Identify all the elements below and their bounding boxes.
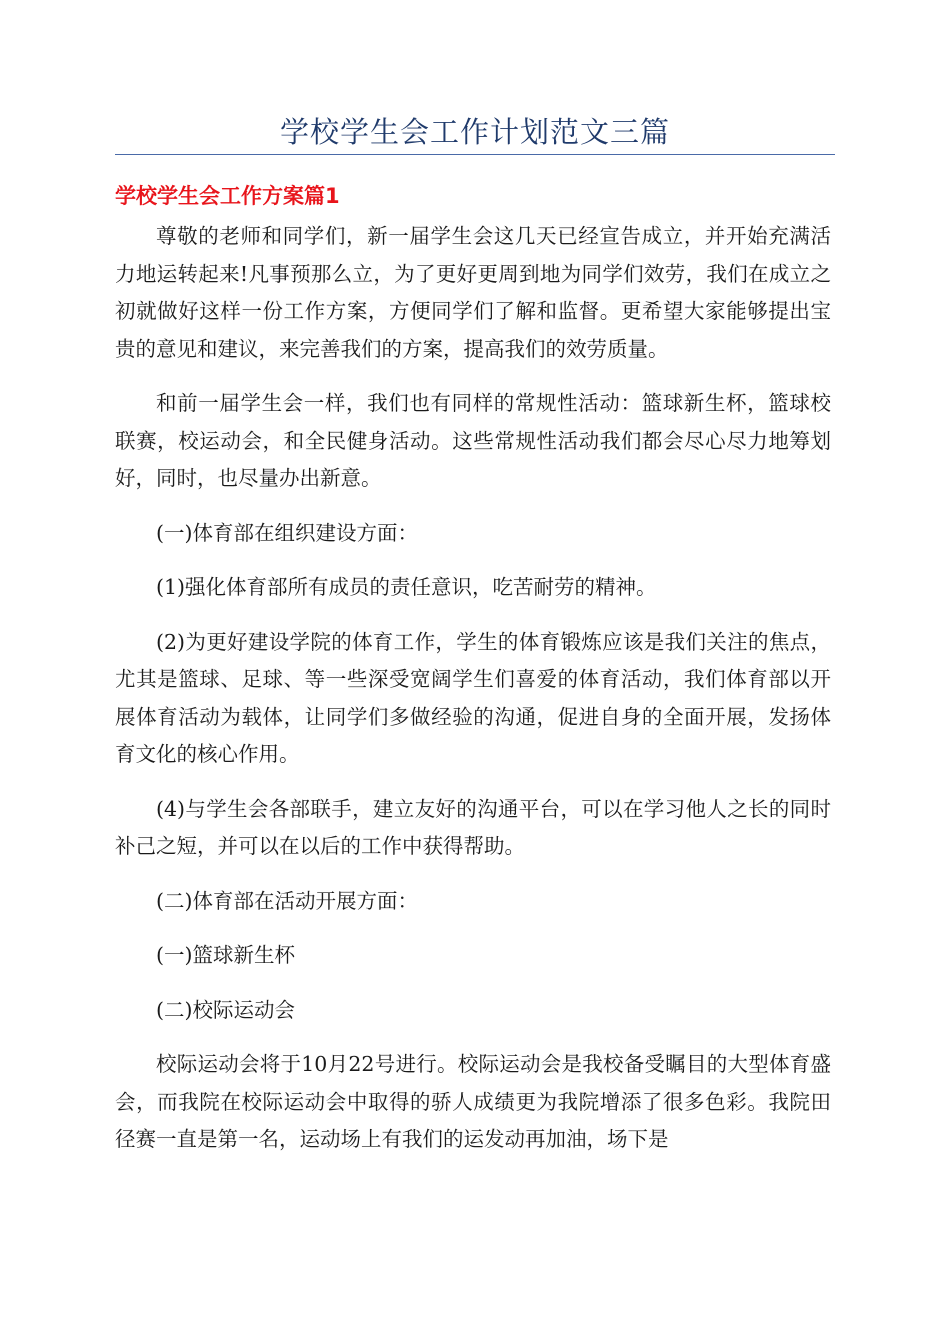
document-title: 学校学生会工作计划范文三篇 (279, 115, 670, 149)
paragraph-sports-meet-detail: 校际运动会将于10月22号进行。校际运动会是我校备受瞩目的大型体育盛会，而我院在校际运动会中取得的骄人成绩更为我院增添了很多色彩。我院田径赛一直是第一名，运动场上有我们的运发动再加油，场下是 (115, 1052, 831, 1151)
title-underline (115, 154, 835, 155)
paragraph-sports-meet: (二)校际运动会 (156, 997, 295, 1022)
document-body (115, 218, 831, 1176)
paragraph-intro: 尊敬的老师和同学们，新一届学生会这几天已经宣告成立，并开始充满活力地运转起来!凡事预那么立，为了更好更周到地为同学们效劳，我们在成立之初就做好这样一份工作方案，方便同学们了解和监督。更希望大家能够提出宝贵的意见和建议，来完善我们的方案，提高我们的效劳质量。 (115, 224, 831, 361)
paragraph-regular-activities: 和前一届学生会一样，我们也有同样的常规性活动：篮球新生杯，篮球校联赛，校运动会，和全民健身活动。这些常规性活动我们都会尽心尽力地筹划好，同时，也尽量办出新意。 (115, 391, 831, 490)
paragraph-org-heading: (一)体育部在组织建设方面： (156, 520, 418, 545)
paragraph-item-1: (1)强化体育部所有成员的责任意识，吃苦耐劳的精神。 (156, 575, 657, 599)
paragraph-activities-heading: (二)体育部在活动开展方面： (156, 888, 418, 913)
section-heading: 学校学生会工作方案篇1 (115, 184, 340, 208)
document-page (115, 0, 835, 1344)
paragraph-item-2: (2)为更好建设学院的体育工作，学生的体育锻炼应该是我们关注的焦点，尤其是篮球、足球、等一些深受宽阔学生们喜爱的体育活动，我们体育部以开展体育活动为载体，让同学们多做经验的沟通，促进自身的全面开展，发扬体育文化的核心作用。 (115, 629, 831, 766)
paragraph-item-4: (4)与学生会各部联手，建立友好的沟通平台，可以在学习他人之长的同时补己之短，并可以在以后的工作中获得帮助。 (115, 796, 831, 858)
paragraph-basketball-cup: (一)篮球新生杯 (156, 943, 295, 967)
